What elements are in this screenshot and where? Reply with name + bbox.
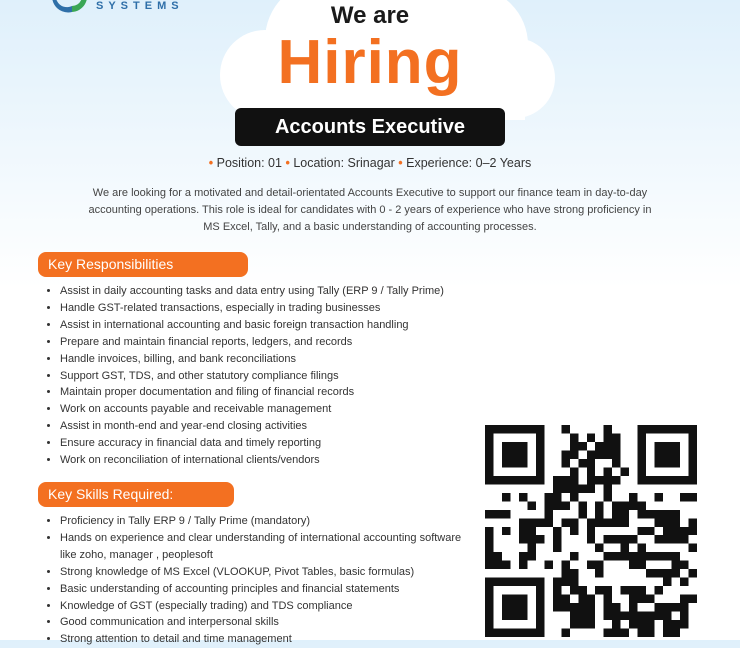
job-details <box>0 156 740 170</box>
position-detail: Position: 01 <box>216 156 282 170</box>
list-item: • Support GST, TDS, and other statutory compliance filings <box>60 368 500 385</box>
list-item: • Assist in month-end and year-end closing activities <box>60 418 500 435</box>
list-item: • Work on reconciliation of international clients/vendors <box>60 452 500 469</box>
list-item: • Work on accounts payable and receivable management <box>60 401 500 418</box>
list-item: • Proficiency in Tally ERP 9 / Tally Prime (mandatory) <box>60 513 480 530</box>
role-title: Accounts Executive <box>235 108 505 146</box>
qr-code-icon <box>485 422 697 640</box>
skills-list <box>44 513 480 648</box>
list-item: • Good communication and interpersonal skills <box>60 614 480 631</box>
list-item: • Ensure accuracy in financial data and timely reporting <box>60 435 500 452</box>
list-item: • Prepare and maintain financial reports, ledgers, and records <box>60 334 500 351</box>
bullet-dot: • <box>208 156 214 170</box>
bullet-dot: • <box>285 156 290 170</box>
responsibilities-list <box>44 283 500 469</box>
list-item: • Maintain proper documentation and filing of financial records <box>60 384 500 401</box>
list-item: • Strong knowledge of MS Excel (VLOOKUP, Pivot Tables, basic formulas) <box>60 564 480 581</box>
list-item: • Handle invoices, billing, and bank reconciliations <box>60 351 500 368</box>
list-item: • Knowledge of GST (especially trading) and TDS compliance <box>60 598 480 615</box>
responsibilities-heading: Key Responsibilities <box>38 252 248 277</box>
skills-heading: Key Skills Required: <box>38 482 234 507</box>
list-item: • Basic understanding of accounting principles and financial statements <box>60 581 480 598</box>
list-item: • Handle GST-related transactions, especially in trading businesses <box>60 300 500 317</box>
bullet-dot: • <box>398 156 403 170</box>
location-detail: Location: Srinagar <box>293 156 395 170</box>
headline-main: Hiring <box>277 28 463 97</box>
list-item: • Assist in international accounting and basic foreign transaction handling <box>60 317 500 334</box>
company-wordmark: SYSTEMS <box>96 0 184 12</box>
list-item: • Hands on experience and clear understanding of international accounting software like zoho, manager , peoplesoft <box>60 530 480 564</box>
intro-paragraph: We are looking for a motivated and detail-orientated Accounts Executive to support our finance team in day-to-day accounting operations. This role is ideal for candidates with 0 - 2 years of experience who have strong proficiency in MS Excel, Tally, and a basic understanding of accounting processes. <box>88 187 652 233</box>
experience-detail: Experience: 0–2 Years <box>406 156 532 170</box>
list-item: • Assist in daily accounting tasks and data entry using Tally (ERP 9 / Tally Prime) <box>60 283 500 300</box>
list-item: • Strong attention to detail and time management <box>60 631 480 648</box>
headline-pre: We are <box>330 2 410 29</box>
